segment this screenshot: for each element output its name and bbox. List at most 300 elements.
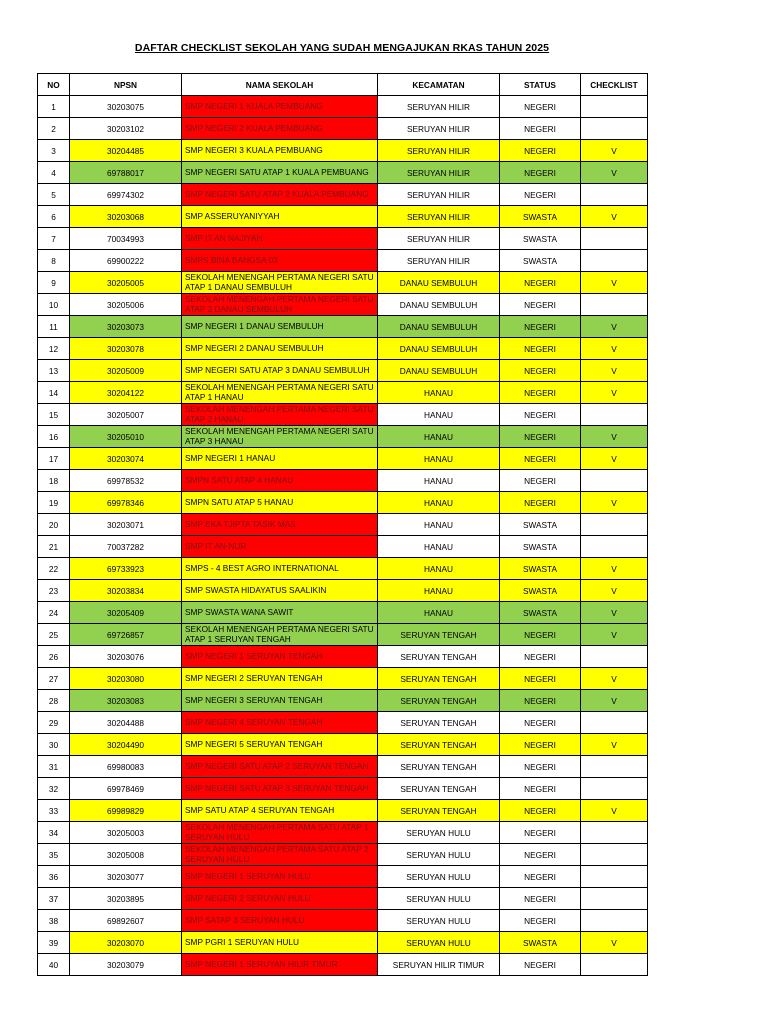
school-name-text: SMP NEGERI 1 HANAU — [185, 452, 276, 463]
table-row — [38, 338, 648, 360]
cell-checklist — [581, 954, 648, 976]
cell-npsn: 69978532 — [70, 470, 182, 492]
cell-status: SWASTA — [500, 228, 581, 250]
cell-npsn: 30205409 — [70, 602, 182, 624]
header-no: NO — [38, 74, 70, 96]
table-row — [38, 734, 648, 756]
cell-no: 17 — [38, 448, 70, 470]
cell-npsn: 30203071 — [70, 514, 182, 536]
cell-no: 26 — [38, 646, 70, 668]
cell-no: 25 — [38, 624, 70, 646]
cell-nama-sekolah — [182, 734, 378, 756]
table-row — [38, 844, 648, 866]
table-row — [38, 558, 648, 580]
cell-status: SWASTA — [500, 250, 581, 272]
school-name-text: SMP SATAP 3 SERUYAN HULU — [185, 914, 305, 925]
cell-nama-sekolah — [182, 756, 378, 778]
cell-kecamatan: DANAU SEMBULUH — [378, 338, 500, 360]
cell-nama-sekolah — [182, 162, 378, 184]
cell-status: NEGERI — [500, 954, 581, 976]
cell-status: SWASTA — [500, 932, 581, 954]
cell-kecamatan: HANAU — [378, 404, 500, 426]
cell-kecamatan: HANAU — [378, 448, 500, 470]
cell-status: NEGERI — [500, 404, 581, 426]
cell-kecamatan: SERUYAN HULU — [378, 822, 500, 844]
cell-checklist — [581, 844, 648, 866]
cell-status: NEGERI — [500, 382, 581, 404]
cell-checklist — [581, 404, 648, 426]
cell-checklist: V — [581, 206, 648, 228]
school-name-text: SMP NEGERI 1 DANAU SEMBULUH — [185, 320, 324, 331]
cell-nama-sekolah — [182, 96, 378, 118]
cell-checklist — [581, 250, 648, 272]
cell-status: NEGERI — [500, 96, 581, 118]
cell-nama-sekolah — [182, 426, 378, 448]
cell-kecamatan: SERUYAN HILIR — [378, 184, 500, 206]
table-row — [38, 932, 648, 954]
cell-checklist — [581, 118, 648, 140]
cell-no: 2 — [38, 118, 70, 140]
table-row — [38, 140, 648, 162]
cell-checklist: V — [581, 426, 648, 448]
cell-status: NEGERI — [500, 778, 581, 800]
cell-no: 11 — [38, 316, 70, 338]
cell-status: NEGERI — [500, 712, 581, 734]
cell-no: 20 — [38, 514, 70, 536]
cell-checklist: V — [581, 492, 648, 514]
cell-nama-sekolah — [182, 382, 378, 404]
cell-no: 27 — [38, 668, 70, 690]
cell-nama-sekolah — [182, 250, 378, 272]
school-name-text: SMPN SATU ATAP 5 HANAU — [185, 496, 294, 507]
cell-checklist: V — [581, 932, 648, 954]
cell-npsn: 30205010 — [70, 426, 182, 448]
cell-nama-sekolah — [182, 712, 378, 734]
cell-checklist — [581, 712, 648, 734]
cell-nama-sekolah — [182, 910, 378, 932]
cell-nama-sekolah — [182, 536, 378, 558]
cell-npsn: 30203073 — [70, 316, 182, 338]
cell-no: 36 — [38, 866, 70, 888]
table-row — [38, 624, 648, 646]
cell-kecamatan: SERUYAN TENGAH — [378, 800, 500, 822]
cell-kecamatan: SERUYAN HILIR — [378, 140, 500, 162]
cell-npsn: 30203895 — [70, 888, 182, 910]
cell-checklist: V — [581, 800, 648, 822]
cell-status: SWASTA — [500, 580, 581, 602]
cell-status: NEGERI — [500, 866, 581, 888]
cell-kecamatan: SERUYAN HILIR — [378, 250, 500, 272]
cell-no: 40 — [38, 954, 70, 976]
cell-npsn: 30203080 — [70, 668, 182, 690]
cell-kecamatan: SERUYAN TENGAH — [378, 778, 500, 800]
cell-kecamatan: SERUYAN HULU — [378, 888, 500, 910]
cell-kecamatan: SERUYAN TENGAH — [378, 734, 500, 756]
cell-checklist — [581, 514, 648, 536]
cell-nama-sekolah — [182, 844, 378, 866]
cell-kecamatan: HANAU — [378, 470, 500, 492]
cell-status: SWASTA — [500, 602, 581, 624]
cell-status: NEGERI — [500, 470, 581, 492]
cell-kecamatan: HANAU — [378, 492, 500, 514]
school-name-text: SEKOLAH MENENGAH PERTAMA NEGERI SATU ATAP 2 DANAU SEMBULUH — [185, 294, 374, 314]
cell-kecamatan: SERUYAN HILIR — [378, 118, 500, 140]
cell-nama-sekolah — [182, 888, 378, 910]
school-name-text: SEKOLAH MENENGAH PERTAMA SATU ATAP 1 SERUYAN HULU — [185, 822, 369, 842]
cell-checklist — [581, 756, 648, 778]
cell-kecamatan: SERUYAN HILIR — [378, 206, 500, 228]
cell-npsn: 30205006 — [70, 294, 182, 316]
cell-no: 6 — [38, 206, 70, 228]
cell-kecamatan: HANAU — [378, 602, 500, 624]
school-name-text: SEKOLAH MENENGAH PERTAMA NEGERI SATU ATAP 2 HANAU — [185, 404, 374, 424]
school-name-text: SMP NEGERI 1 SERUYAN HULU — [185, 870, 311, 881]
cell-no: 19 — [38, 492, 70, 514]
school-name-text: SMPN SATU ATAP 4 HANAU — [185, 474, 294, 485]
cell-status: NEGERI — [500, 492, 581, 514]
cell-no: 18 — [38, 470, 70, 492]
cell-npsn: 30205009 — [70, 360, 182, 382]
cell-nama-sekolah — [182, 822, 378, 844]
cell-kecamatan: SERUYAN TENGAH — [378, 646, 500, 668]
cell-kecamatan: HANAU — [378, 426, 500, 448]
table-row — [38, 536, 648, 558]
cell-kecamatan: HANAU — [378, 514, 500, 536]
cell-npsn: 30205008 — [70, 844, 182, 866]
cell-npsn: 30203076 — [70, 646, 182, 668]
cell-npsn: 30203070 — [70, 932, 182, 954]
cell-npsn: 69978346 — [70, 492, 182, 514]
table-row — [38, 360, 648, 382]
cell-nama-sekolah — [182, 338, 378, 360]
cell-checklist: V — [581, 734, 648, 756]
table-row — [38, 800, 648, 822]
cell-nama-sekolah — [182, 206, 378, 228]
cell-status: NEGERI — [500, 668, 581, 690]
cell-npsn: 30204122 — [70, 382, 182, 404]
table-row — [38, 822, 648, 844]
table-row — [38, 162, 648, 184]
school-name-text: SMP NEGERI SATU ATAP 2 SERUYAN TENGAH — [185, 760, 369, 771]
school-name-text: SMP SWASTA HIDAYATUS SAALIKIN — [185, 584, 327, 595]
header-npsn: NPSN — [70, 74, 182, 96]
cell-kecamatan: DANAU SEMBULUH — [378, 294, 500, 316]
cell-checklist: V — [581, 668, 648, 690]
cell-no: 34 — [38, 822, 70, 844]
cell-checklist: V — [581, 162, 648, 184]
cell-checklist: V — [581, 602, 648, 624]
school-name-text: SMP NEGERI 1 SERUYAN TENGAH — [185, 650, 323, 661]
cell-nama-sekolah — [182, 316, 378, 338]
cell-npsn: 30203834 — [70, 580, 182, 602]
cell-kecamatan: SERUYAN TENGAH — [378, 668, 500, 690]
cell-checklist: V — [581, 690, 648, 712]
school-name-text: SMP NEGERI SATU ATAP 2 KUALA PEMBUANG — [185, 188, 369, 199]
cell-checklist: V — [581, 338, 648, 360]
cell-kecamatan: SERUYAN HILIR — [378, 96, 500, 118]
school-name-text: SMP NEGERI 1 KUALA PEMBUANG — [185, 100, 323, 111]
cell-nama-sekolah — [182, 646, 378, 668]
cell-nama-sekolah — [182, 118, 378, 140]
table-row — [38, 404, 648, 426]
cell-status: NEGERI — [500, 184, 581, 206]
cell-nama-sekolah — [182, 866, 378, 888]
cell-nama-sekolah — [182, 294, 378, 316]
cell-npsn: 30204488 — [70, 712, 182, 734]
table-row — [38, 646, 648, 668]
cell-kecamatan: DANAU SEMBULUH — [378, 316, 500, 338]
table-row — [38, 756, 648, 778]
cell-no: 22 — [38, 558, 70, 580]
cell-npsn: 30203079 — [70, 954, 182, 976]
cell-no: 39 — [38, 932, 70, 954]
cell-nama-sekolah — [182, 470, 378, 492]
cell-kecamatan: SERUYAN TENGAH — [378, 756, 500, 778]
table-row — [38, 712, 648, 734]
cell-checklist: V — [581, 558, 648, 580]
school-name-text: SMP NEGERI 2 DANAU SEMBULUH — [185, 342, 324, 353]
cell-nama-sekolah — [182, 140, 378, 162]
cell-status: NEGERI — [500, 272, 581, 294]
school-name-text: SEKOLAH MENENGAH PERTAMA NEGERI SATU ATAP 3 HANAU — [185, 426, 374, 446]
cell-kecamatan: HANAU — [378, 558, 500, 580]
table-row — [38, 888, 648, 910]
table-header-row — [38, 74, 648, 96]
cell-no: 32 — [38, 778, 70, 800]
cell-kecamatan: SERUYAN HULU — [378, 844, 500, 866]
document-title: DAFTAR CHECKLIST SEKOLAH YANG SUDAH MENGAJUKAN RKAS TAHUN 2025 — [134, 42, 550, 54]
cell-status: NEGERI — [500, 734, 581, 756]
cell-no: 9 — [38, 272, 70, 294]
cell-no: 7 — [38, 228, 70, 250]
cell-npsn: 69892607 — [70, 910, 182, 932]
school-name-text: SMP NEGERI 2 SERUYAN HULU — [185, 892, 311, 903]
cell-no: 12 — [38, 338, 70, 360]
school-name-text: SMP NEGERI 3 KUALA PEMBUANG — [185, 144, 323, 155]
cell-kecamatan: SERUYAN HULU — [378, 932, 500, 954]
cell-nama-sekolah — [182, 954, 378, 976]
cell-no: 38 — [38, 910, 70, 932]
cell-kecamatan: SERUYAN HILIR TIMUR — [378, 954, 500, 976]
cell-checklist — [581, 536, 648, 558]
table-row — [38, 250, 648, 272]
cell-npsn: 30204485 — [70, 140, 182, 162]
table-row — [38, 690, 648, 712]
cell-status: NEGERI — [500, 162, 581, 184]
school-name-text: SMP NEGERI 3 SERUYAN TENGAH — [185, 694, 323, 705]
cell-nama-sekolah — [182, 580, 378, 602]
cell-npsn: 30205007 — [70, 404, 182, 426]
table-row — [38, 184, 648, 206]
cell-status: NEGERI — [500, 338, 581, 360]
cell-nama-sekolah — [182, 184, 378, 206]
cell-nama-sekolah — [182, 800, 378, 822]
table-row — [38, 470, 648, 492]
cell-checklist: V — [581, 272, 648, 294]
table-row — [38, 118, 648, 140]
cell-status: NEGERI — [500, 910, 581, 932]
cell-checklist — [581, 470, 648, 492]
cell-kecamatan: HANAU — [378, 580, 500, 602]
cell-nama-sekolah — [182, 228, 378, 250]
cell-no: 3 — [38, 140, 70, 162]
cell-kecamatan: SERUYAN HULU — [378, 910, 500, 932]
cell-status: NEGERI — [500, 844, 581, 866]
cell-no: 16 — [38, 426, 70, 448]
cell-npsn: 30203075 — [70, 96, 182, 118]
cell-no: 31 — [38, 756, 70, 778]
cell-npsn: 30203077 — [70, 866, 182, 888]
table-row — [38, 514, 648, 536]
cell-nama-sekolah — [182, 558, 378, 580]
cell-npsn: 30203074 — [70, 448, 182, 470]
school-name-text: SMP SWASTA WANA SAWIT — [185, 606, 294, 617]
school-name-text: SMP NEGERI 2 KUALA PEMBUANG — [185, 122, 323, 133]
cell-checklist: V — [581, 580, 648, 602]
cell-no: 29 — [38, 712, 70, 734]
school-name-text: SMPS BINA BANGSA 03 — [185, 254, 278, 265]
cell-no: 24 — [38, 602, 70, 624]
table-row — [38, 382, 648, 404]
header-checklist: CHECKLIST — [581, 74, 648, 96]
cell-status: NEGERI — [500, 426, 581, 448]
school-name-text: SMP EKA TJIPTA TASIK MAS — [185, 518, 296, 529]
cell-status: NEGERI — [500, 294, 581, 316]
cell-status: SWASTA — [500, 206, 581, 228]
cell-status: NEGERI — [500, 118, 581, 140]
cell-kecamatan: SERUYAN HILIR — [378, 228, 500, 250]
cell-npsn: 69974302 — [70, 184, 182, 206]
table-row — [38, 316, 648, 338]
cell-status: NEGERI — [500, 800, 581, 822]
cell-no: 37 — [38, 888, 70, 910]
cell-nama-sekolah — [182, 448, 378, 470]
cell-status: NEGERI — [500, 822, 581, 844]
cell-kecamatan: SERUYAN TENGAH — [378, 712, 500, 734]
cell-npsn: 69726857 — [70, 624, 182, 646]
cell-checklist — [581, 910, 648, 932]
cell-npsn: 70037282 — [70, 536, 182, 558]
cell-nama-sekolah — [182, 360, 378, 382]
table-row — [38, 866, 648, 888]
cell-nama-sekolah — [182, 492, 378, 514]
school-name-text: SMP NEGERI SATU ATAP 3 SERUYAN TENGAH — [185, 782, 369, 793]
school-name-text: SMP NEGERI 1 SERUYAN HILIR TIMUR — [185, 958, 338, 969]
cell-kecamatan: HANAU — [378, 382, 500, 404]
cell-no: 8 — [38, 250, 70, 272]
cell-status: NEGERI — [500, 888, 581, 910]
school-name-text: SEKOLAH MENENGAH PERTAMA NEGERI SATU ATAP 1 DANAU SEMBULUH — [185, 272, 374, 292]
school-name-text: SMP IT AN-NUR — [185, 540, 247, 551]
cell-npsn: 69989829 — [70, 800, 182, 822]
table-row — [38, 492, 648, 514]
cell-checklist — [581, 184, 648, 206]
cell-nama-sekolah — [182, 668, 378, 690]
cell-status: NEGERI — [500, 646, 581, 668]
school-name-text: SMP NEGERI SATU ATAP 1 KUALA PEMBUANG — [185, 166, 369, 177]
table-row — [38, 272, 648, 294]
school-name-text: SEKOLAH MENENGAH PERTAMA NEGERI SATU ATAP 1 SERUYAN TENGAH — [185, 624, 374, 644]
cell-npsn: 69978469 — [70, 778, 182, 800]
cell-status: NEGERI — [500, 690, 581, 712]
cell-nama-sekolah — [182, 624, 378, 646]
cell-status: SWASTA — [500, 558, 581, 580]
cell-no: 35 — [38, 844, 70, 866]
cell-nama-sekolah — [182, 404, 378, 426]
cell-kecamatan: DANAU SEMBULUH — [378, 360, 500, 382]
cell-npsn: 30203083 — [70, 690, 182, 712]
cell-nama-sekolah — [182, 690, 378, 712]
cell-npsn: 30203102 — [70, 118, 182, 140]
cell-status: NEGERI — [500, 756, 581, 778]
cell-nama-sekolah — [182, 932, 378, 954]
cell-checklist: V — [581, 382, 648, 404]
cell-no: 28 — [38, 690, 70, 712]
table-row — [38, 426, 648, 448]
cell-no: 1 — [38, 96, 70, 118]
cell-checklist: V — [581, 448, 648, 470]
cell-no: 33 — [38, 800, 70, 822]
school-name-text: SEKOLAH MENENGAH PERTAMA SATU ATAP 2 SERUYAN HULU — [185, 844, 369, 864]
header-kecamatan: KECAMATAN — [378, 74, 500, 96]
cell-no: 4 — [38, 162, 70, 184]
cell-status: SWASTA — [500, 514, 581, 536]
cell-checklist — [581, 228, 648, 250]
school-checklist-table — [37, 73, 648, 976]
cell-checklist — [581, 646, 648, 668]
school-name-text: SMP ASSERUYANIYYAH — [185, 210, 280, 221]
cell-no: 30 — [38, 734, 70, 756]
table-row — [38, 954, 648, 976]
cell-npsn: 69733923 — [70, 558, 182, 580]
cell-kecamatan: HANAU — [378, 536, 500, 558]
table-row — [38, 448, 648, 470]
school-name-text: SMP SATU ATAP 4 SERUYAN TENGAH — [185, 804, 335, 815]
cell-kecamatan: SERUYAN TENGAH — [378, 690, 500, 712]
cell-npsn: 30205003 — [70, 822, 182, 844]
table-row — [38, 294, 648, 316]
cell-checklist — [581, 778, 648, 800]
cell-checklist — [581, 294, 648, 316]
school-name-text: SMP IT AN NAJIYAH — [185, 232, 263, 243]
cell-kecamatan: DANAU SEMBULUH — [378, 272, 500, 294]
cell-status: NEGERI — [500, 360, 581, 382]
school-name-text: SMP NEGERI 4 SERUYAN TENGAH — [185, 716, 323, 727]
header-nama-sekolah: NAMA SEKOLAH — [182, 74, 378, 96]
cell-npsn: 30205005 — [70, 272, 182, 294]
cell-npsn: 30203078 — [70, 338, 182, 360]
cell-kecamatan: SERUYAN HILIR — [378, 162, 500, 184]
cell-no: 13 — [38, 360, 70, 382]
school-name-text: SMP NEGERI SATU ATAP 3 DANAU SEMBULUH — [185, 364, 370, 375]
table-row — [38, 96, 648, 118]
header-status: STATUS — [500, 74, 581, 96]
table-row — [38, 228, 648, 250]
cell-checklist: V — [581, 360, 648, 382]
cell-checklist: V — [581, 140, 648, 162]
cell-status: NEGERI — [500, 316, 581, 338]
table-row — [38, 580, 648, 602]
cell-nama-sekolah — [182, 778, 378, 800]
cell-checklist — [581, 888, 648, 910]
cell-nama-sekolah — [182, 514, 378, 536]
cell-status: SWASTA — [500, 536, 581, 558]
cell-no: 10 — [38, 294, 70, 316]
table-row — [38, 206, 648, 228]
school-name-text: SEKOLAH MENENGAH PERTAMA NEGERI SATU ATAP 1 HANAU — [185, 382, 374, 402]
school-name-text: SMP PGRI 1 SERUYAN HULU — [185, 936, 300, 947]
cell-checklist — [581, 96, 648, 118]
